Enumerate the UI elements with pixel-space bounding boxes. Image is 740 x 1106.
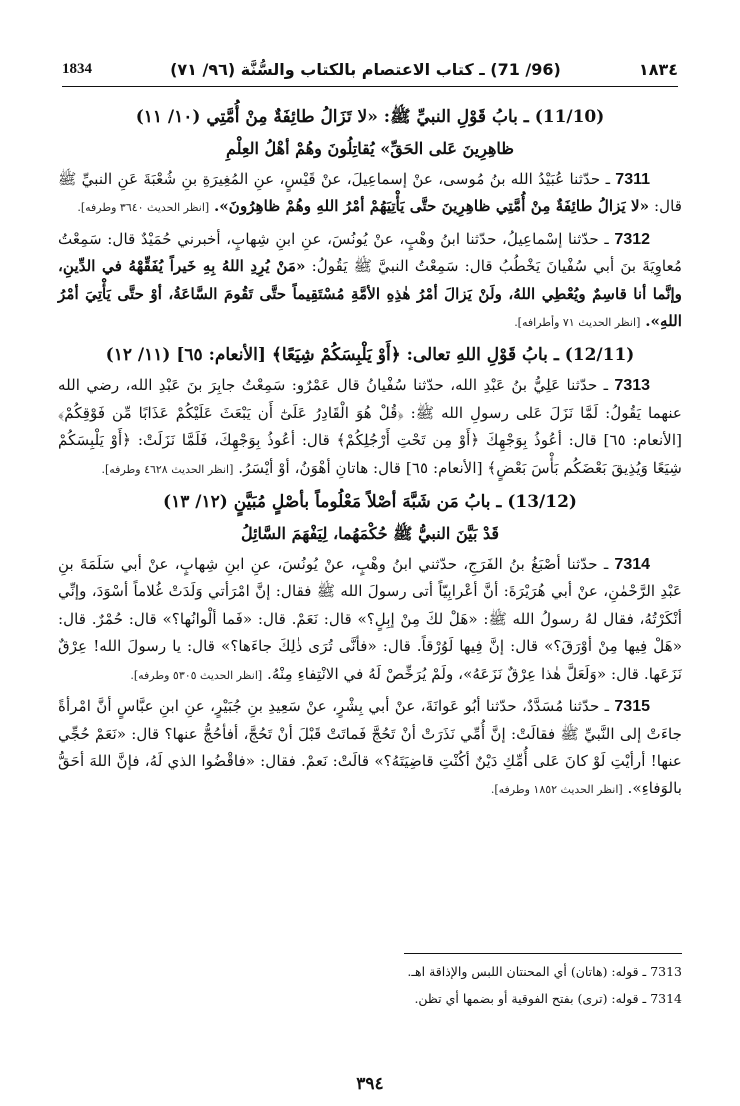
footnote-7313: 7313 ـ قوله: (هاتان) أي المحنتان اللبس والإذاقة اهـ. (407, 964, 682, 979)
page-number-arabic: ١٨٣٤ (638, 59, 678, 79)
hadith-text: ـ حدّثنا إسْماعِيلُ، حدّثنا ابنُ وهْبٍ، عنْ يُونُسَ، عنِ ابنِ شِهابٍ، أخبرني حُمَيْدٌ قال: سَمِعْتُ مُعاوِيَةَ بنَ أبي سُفْيانَ يَخْطُبُ قال: سَمِعْتُ النبيَّ ﷺ يَقُولُ: (58, 229, 682, 276)
hadith-7315 (58, 693, 682, 804)
main-text (58, 100, 682, 808)
chapter-heading-3-cont: قَدْ بَيَّنَ النبيُّ ﷺ حُكْمَهُما، لِيَفْهَمَ السَّائِلُ (240, 524, 500, 544)
hadith-number: 7311 (615, 171, 651, 188)
hadith-quote: «مَنْ يُرِدِ اللهُ بِهِ خَيراً يُفَقِّهْهُ في الدِّينِ، وإنَّما أنا قاسِمٌ ويُعْطِي اللهُ، ولَنْ يَزالَ أمْرُ هٰذِهِ الأمَّةِ مُسْتَقِيماً حتَّى تَقُومَ السَّاعَةُ، أوْ حتَّى يَأْتِيَ أمْرُ اللهِ». (58, 257, 682, 331)
hadith-text: ـ حدّثنا عَلِيُّ بنُ عَبْدِ الله، حدّثنا سُفْيانُ قال عَمْرٌو: سَمِعْتُ جابِرَ بنَ عَبْدِ الله، رضي الله عنهما يَقُولُ: لَمَّا نَزَلَ عَلى رسولِ الله ﷺ: ﴿قُلْ هُوَ الْقَادِرُ عَلَىٰٓ أَن يَبْعَثَ عَلَيْكُمْ عَذَابًا مِّن فَوْقِكُمْ﴾ [الأنعام: ٦٥] قال: أعُوذُ بِوَجْهِكَ ﴿أَوْ مِن تَحْتِ أَرْجُلِكُمْ﴾ قال: أعُوذُ بِوَجْهِكَ، فَلَمَّا نَزَلَتْ: ﴿أَوْ يَلْبِسَكُمْ شِيَعًا وَيُذِيقَ بَعْضَكُم بَأْسَ بَعْضٍ﴾ [الأنعام: ٦٥] قال: هاتانِ أهْوَنُ، أوْ أيْسَرُ. (58, 376, 682, 477)
hadith-7312 (58, 226, 682, 337)
footnote-divider (404, 953, 682, 954)
hadith-number: 7315 (614, 698, 650, 716)
cross-reference: [انظر الحديث ٧١ وأطرافه]. (514, 316, 641, 330)
cross-reference: [انظر الحديث ٥٣٠٥ وطرفه]. (130, 668, 263, 682)
cross-reference: [انظر الحديث ٤٦٢٨ وطرفه]. (101, 462, 234, 476)
hadith-number: 7314 (614, 556, 651, 574)
page-footer-number: ٣٩٤ (356, 1074, 384, 1094)
hadith-7311 (58, 166, 682, 222)
hadith-text: ـ حدّثنا مُسَدَّدٌ، حدّثنا أبُو عَوانَةَ، عنْ أبي بِشْرٍ، عنْ سَعِيدِ بنِ جُبَيْرٍ، عنِ ابنِ عبَّاسٍ أنَّ امْرأةً جاءَتْ إلى النَّبيِّ ﷺ فقالَتْ: إنَّ أُمِّي نَذَرَتْ أنْ تَحُجَّ فَماتَتْ قَبْلَ أنْ تَحُجَّ، أفأحُجُّ عنها؟ قال: «نَعَمْ حُجِّي عنها! أرأيْتِ لَوْ كانَ عَلى أُمِّكِ دَيْنٌ أكُنْتِ قاضِيَتَهُ؟» قالَتْ: نَعمْ. فقال: «فاقْضُوا الذي لَهُ، فإنَّ اللهَ أحَقُّ بالوَفاءِ». (58, 697, 682, 798)
footnotes (58, 958, 682, 1012)
chapter-heading-1-cont: ظاهِرِينَ عَلى الحَقِّ» يُقاتِلُونَ وهُمْ أهْلُ العِلْمِ (225, 139, 515, 158)
hadith-quote: «لا يَزالُ طائِفَةٌ مِنْ أُمَّتِي ظاهِرِينَ حتَّى يَأْتِيَهُمْ أمْرُ اللهِ وهُمْ ظاهِرُونَ». (214, 197, 650, 216)
hadith-7314 (58, 551, 682, 689)
chapter-heading-2: (12/11) ـ بابُ قَوْلِ اللهِ تعالى: ﴿أَوْ يَلْبِسَكُمْ شِيَعًا﴾ [الأنعام: ٦٥] (١١/ ١٢) (105, 345, 635, 366)
chapter-heading-1: (11/10) ـ بابُ قَوْلِ النبيِّ ﷺ: «لا تَزَالُ طائِفَةٌ مِنْ أُمَّتِي (١٠/ ١١) (135, 107, 605, 127)
hadith-text: ـ حدّثنا عُبَيْدُ الله بنُ مُوسى، عنْ إسماعِيلَ، عنْ قَيْسٍ، عنِ المُغِيرَةِ بنِ شُعْبَةَ عَنِ النبيِّ ﷺ قال: (58, 170, 682, 216)
footnote-7314: 7314 ـ قوله: (ترى) بفتح الفوقية أو بضمها أي تظن. (414, 991, 682, 1006)
page-number-latin: 1834 (62, 60, 92, 77)
cross-reference: [انظر الحديث ١٨٥٢ وطرفه]. (490, 783, 623, 797)
book-title: (96/ 71) ـ كتاب الاعتصام بالكتاب والسُّنَّة (٩٦/ ٧١) (170, 59, 561, 79)
hadith-number: 7312 (614, 230, 651, 248)
chapter-heading-3: (13/12) ـ بابُ مَن شَبَّهَ أصْلاً مَعْلُوماً بأصْلٍ مُبَيَّنٍ (١٢/ ١٣) (163, 492, 577, 513)
hadith-number: 7313 (614, 377, 651, 395)
hadith-text: ـ حدّثنا أصْبَغُ بنُ الفَرَجِ، حدّثني ابنُ وهْبٍ، عنْ يُونُسَ، عنِ ابنِ شِهابٍ، عنْ أبي سَلَمَةَ بنِ عَبْدِ الرَّحْمٰنِ، عنْ أبي هُرَيْرَةَ: أنَّ أعْرابِيّاً أتى رسولَ الله ﷺ فقال: إنَّ امْرَأتي وَلَدَتْ غُلاماً أسْوَدَ، وإنِّي أنْكَرْتُهُ، فقال لهُ رسولُ الله ﷺ: «هَلْ لكَ مِنْ إبِلٍ؟» قال: نَعَمْ. قال: «فَما ألْوانُها؟» قال: حُمْرٌ. قال: «هَلْ فِيها مِنْ أوْرَقَ؟» قال: إنَّ فِيها لَوُرْقاً. قال: «فأنَّى تُرَى ذٰلِكَ جاءَها؟» قال: يا رسولَ الله! عِرْقٌ نَزَعَها. قال: «وَلَعَلَّ هٰذا عِرْقٌ نَزَعَهُ»، ولَمْ يُرَخِّصْ لَهُ في الانْتِفاءِ مِنْهُ. (58, 555, 682, 683)
page-header (62, 52, 678, 87)
hadith-7313 (58, 372, 682, 483)
cross-reference: [انظر الحديث ٣٦٤٠ وطرفه]. (77, 201, 210, 215)
